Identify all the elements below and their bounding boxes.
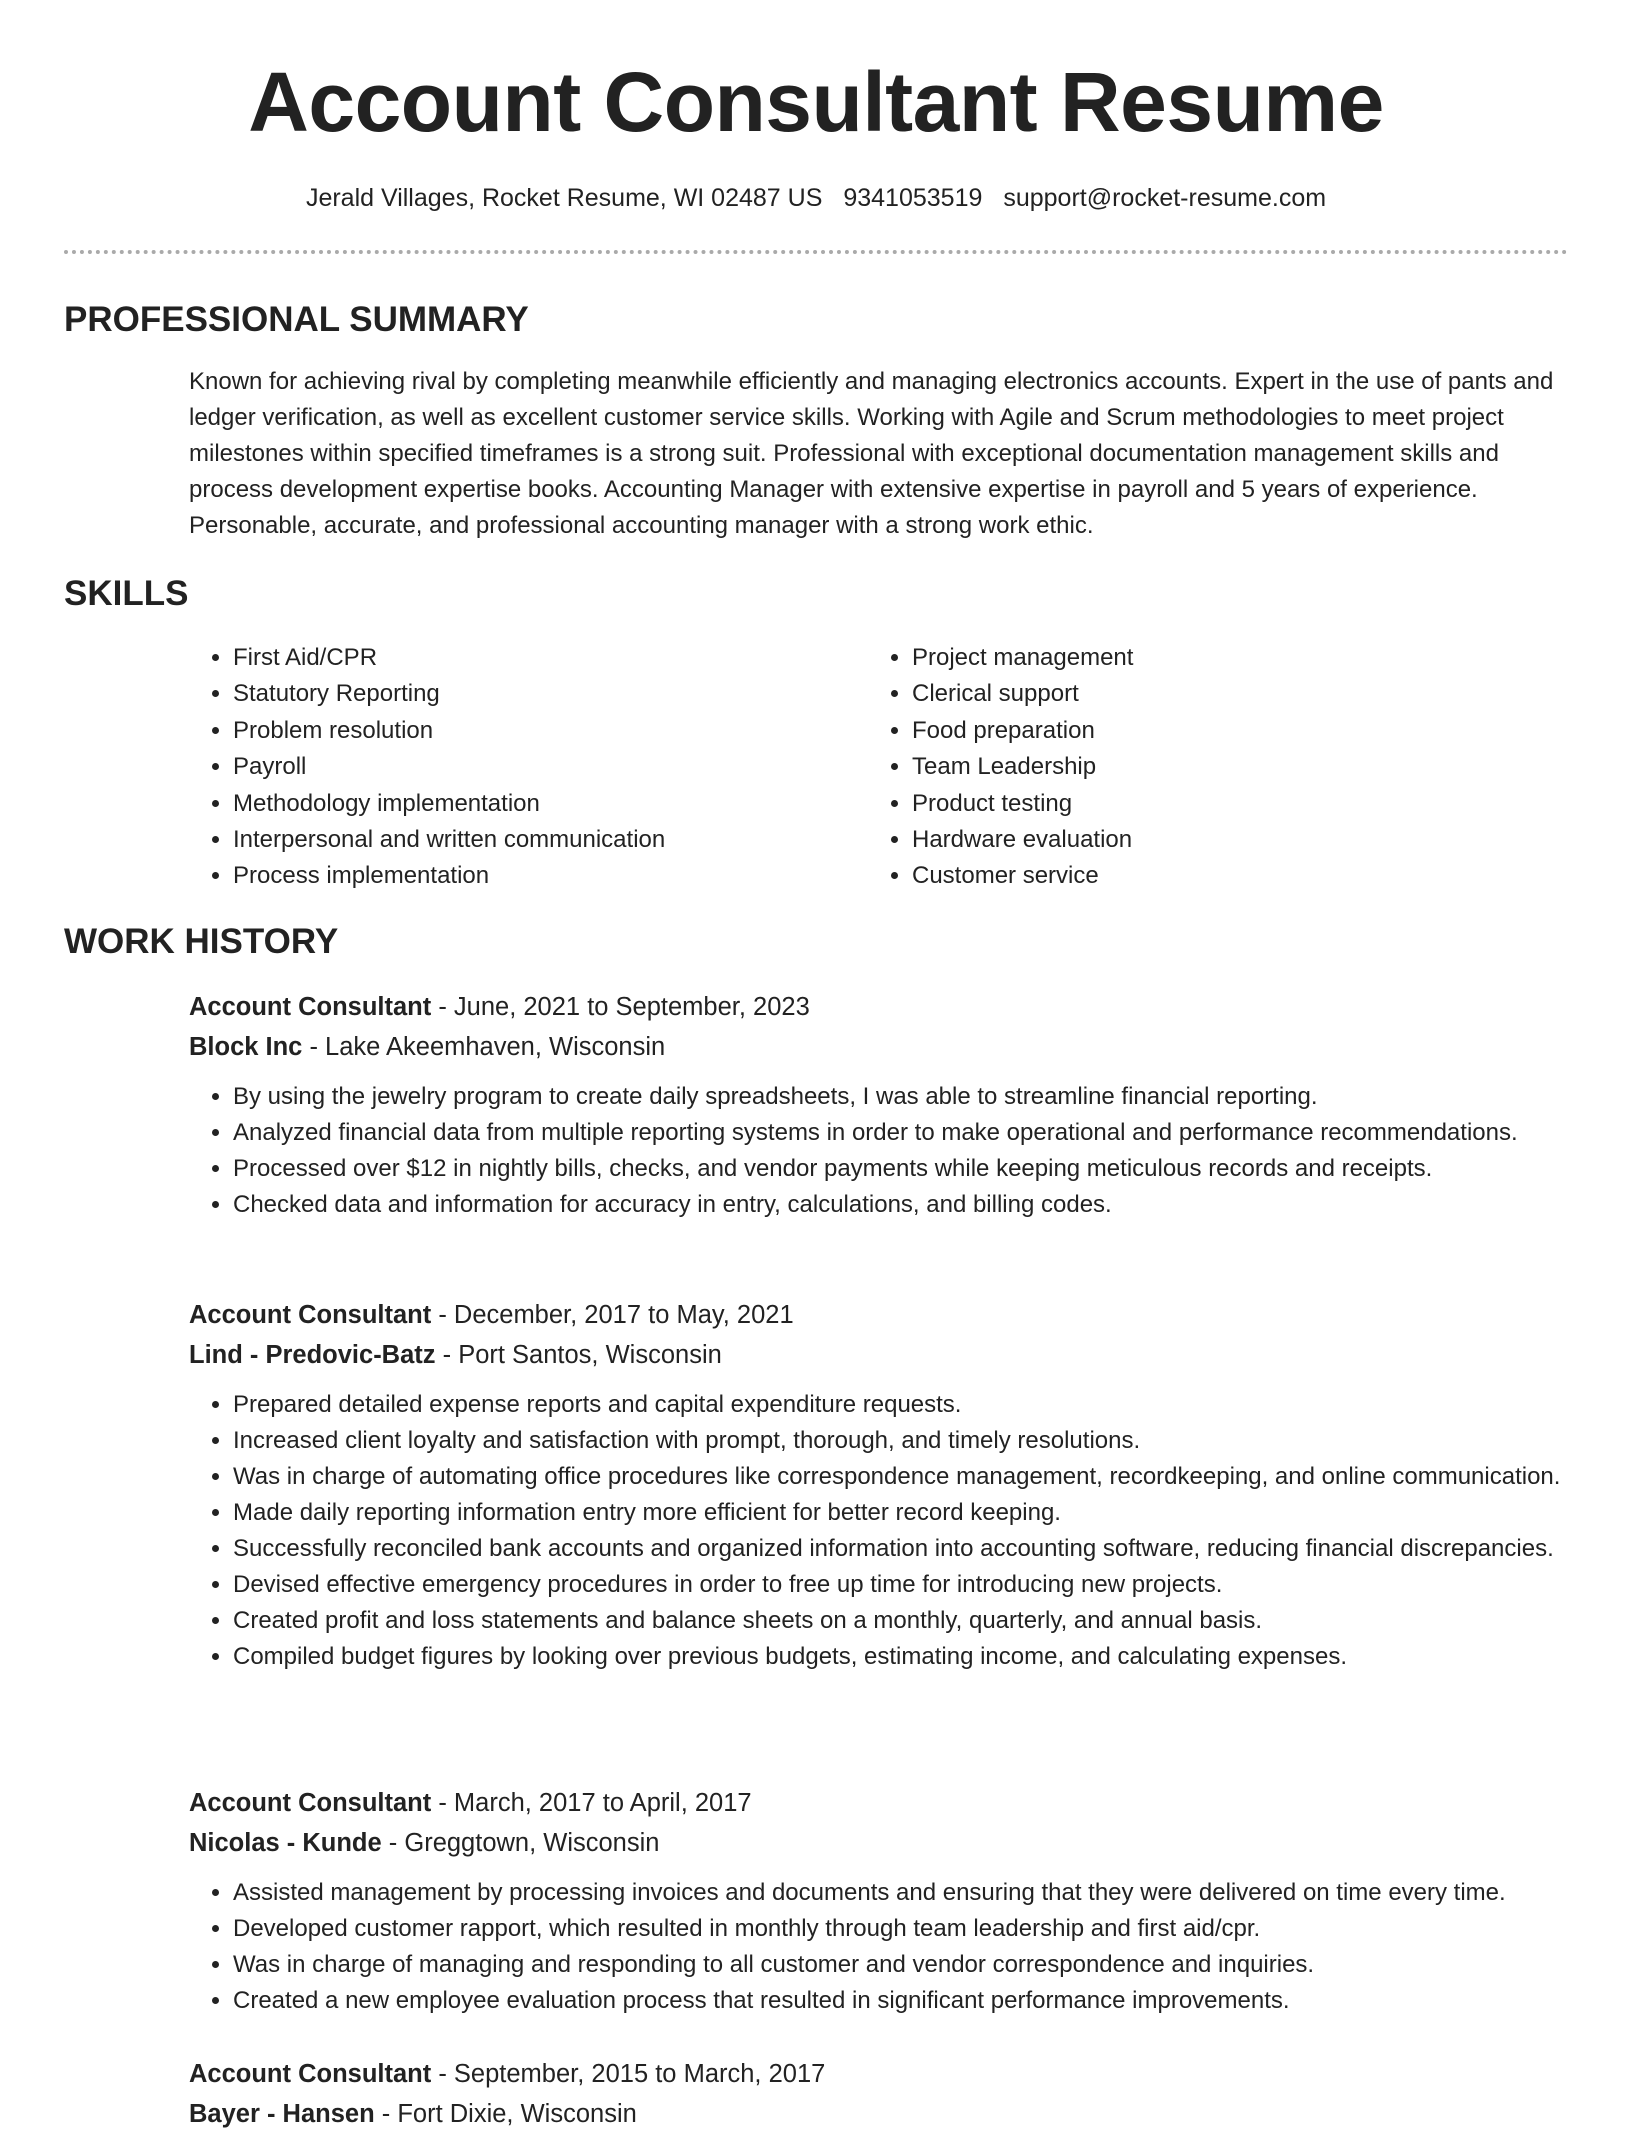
job-company-line [189,2094,1579,2134]
skill-item: • Hardware evaluation [912,822,1133,858]
job-company: Nicolas - Kunde [189,1829,382,1857]
job-dates: - December, 2017 to May, 2021 [431,1301,794,1329]
job-bullet: • Assisted management by processing invoices and documents and ensuring that they were delivered on time every time. [233,1875,1579,1911]
skill-item: • Statutory Reporting [233,676,665,712]
job-location: - Fort Dixie, Wisconsin [374,2100,637,2128]
job-location: - Lake Akeemhaven, Wisconsin [302,1033,666,1061]
skill-item: • Customer service [912,858,1133,894]
skill-item: • Problem resolution [233,713,665,749]
job-bullet: • Prepared detailed expense reports and capital expenditure requests. [233,1387,1579,1423]
job-bullet: • By using the jewelry program to create daily spreadsheets, I was able to streamline financial reporting. [233,1079,1579,1115]
job-company: Lind - Predovic-Batz [189,1341,436,1369]
job-dates: - September, 2015 to March, 2017 [431,2060,826,2088]
job-title-line [189,1295,1579,1335]
skill-item: • Interpersonal and written communication [233,822,665,858]
skills-list-left [189,640,665,895]
job-bullet: • Checked data and information for accuracy in entry, calculations, and billing codes. [233,1187,1579,1223]
job-company: Bayer - Hansen [189,2100,375,2128]
job-bullet: • Devised effective emergency procedures in order to free up time for introducing new projects. [233,1567,1579,1603]
skill-item: • Food preparation [912,713,1133,749]
job-title: Account Consultant [189,1301,432,1329]
job-title: Account Consultant [189,2060,432,2088]
job-bullet: • Analyzed financial data from multiple reporting systems in order to make operational and performance recommendations. [233,1115,1579,1151]
job-location: - Greggtown, Wisconsin [381,1829,660,1857]
job-bullet: • Increased client loyalty and satisfaction with prompt, thorough, and timely resolutions. [233,1423,1579,1459]
skill-item: • Process implementation [233,858,665,894]
job-bullet: • Successfully reconciled bank accounts and organized information into accounting software, reducing financial discrepancies. [233,1531,1579,1567]
job-bullet: • Developed customer rapport, which resulted in monthly through team leadership and first aid/cpr. [233,1911,1579,1947]
job-entry [189,987,1579,1223]
summary-heading: PROFESSIONAL SUMMARY [64,300,529,339]
job-entry [189,1295,1579,1675]
contact-line [0,180,1632,216]
contact-email: support@rocket-resume.com [1003,184,1327,212]
contact-address: Jerald Villages, Rocket Resume, WI 02487 US [305,184,823,212]
job-bullet: • Was in charge of managing and responding to all customer and vendor correspondence and inquiries. [233,1947,1579,1983]
skills-heading: SKILLS [64,574,189,613]
skill-item: • First Aid/CPR [233,640,665,676]
job-title-line [189,2054,1579,2094]
skill-item: • Product testing [912,786,1133,822]
job-title-line [189,1783,1579,1823]
skill-item: • Methodology implementation [233,786,665,822]
job-title-line [189,987,1579,1027]
skill-item: • Team Leadership [912,749,1133,785]
resume-title: Account Consultant Resume [248,55,1384,149]
job-entry [189,2054,1579,2134]
summary-text: Known for achieving rival by completing meanwhile efficiently and managing electronics accounts. Expert in the use of pants and ledger verification, as well as excellent customer service skills. Working with Agile and Scrum methodologies to meet project milestones within specified timeframes is a strong suit. Professional with exceptional documentation management skills and process development expertise books. Accounting Manager with extensive expertise in payroll and 5 years of experience. Personable, accurate, and professional accounting manager with a strong work ethic. [189,368,1554,539]
skills-list-right [868,640,1133,895]
job-entry [189,1783,1579,2019]
skill-item: • Payroll [233,749,665,785]
job-dates: - June, 2021 to September, 2023 [431,993,810,1021]
skill-item: • Project management [912,640,1133,676]
job-dates: - March, 2017 to April, 2017 [431,1789,752,1817]
job-bullets [189,1079,1579,1223]
job-bullets [189,1875,1579,2019]
job-title: Account Consultant [189,1789,432,1817]
job-bullet: • Created a new employee evaluation process that resulted in significant performance improvements. [233,1983,1579,2019]
job-bullet: • Compiled budget figures by looking over previous budgets, estimating income, and calculating expenses. [233,1639,1579,1675]
job-bullet: • Made daily reporting information entry more efficient for better record keeping. [233,1495,1579,1531]
job-company: Block Inc [189,1033,303,1061]
job-company-line [189,1027,1579,1067]
skill-item: • Clerical support [912,676,1133,712]
header-divider [64,250,1568,254]
job-bullet: • Was in charge of automating office procedures like correspondence management, recordkeeping, and online communication. [233,1459,1579,1495]
job-bullet: • Created profit and loss statements and balance sheets on a monthly, quarterly, and annual basis. [233,1603,1579,1639]
work-history-heading: WORK HISTORY [64,922,339,961]
job-bullet: • Processed over $12 in nightly bills, checks, and vendor payments while keeping meticulous records and receipts. [233,1151,1579,1187]
job-company-line [189,1823,1579,1863]
job-title: Account Consultant [189,993,432,1021]
contact-phone: 9341053519 [843,184,983,212]
job-bullets [189,1387,1579,1675]
job-location: - Port Santos, Wisconsin [435,1341,722,1369]
job-company-line [189,1335,1579,1375]
